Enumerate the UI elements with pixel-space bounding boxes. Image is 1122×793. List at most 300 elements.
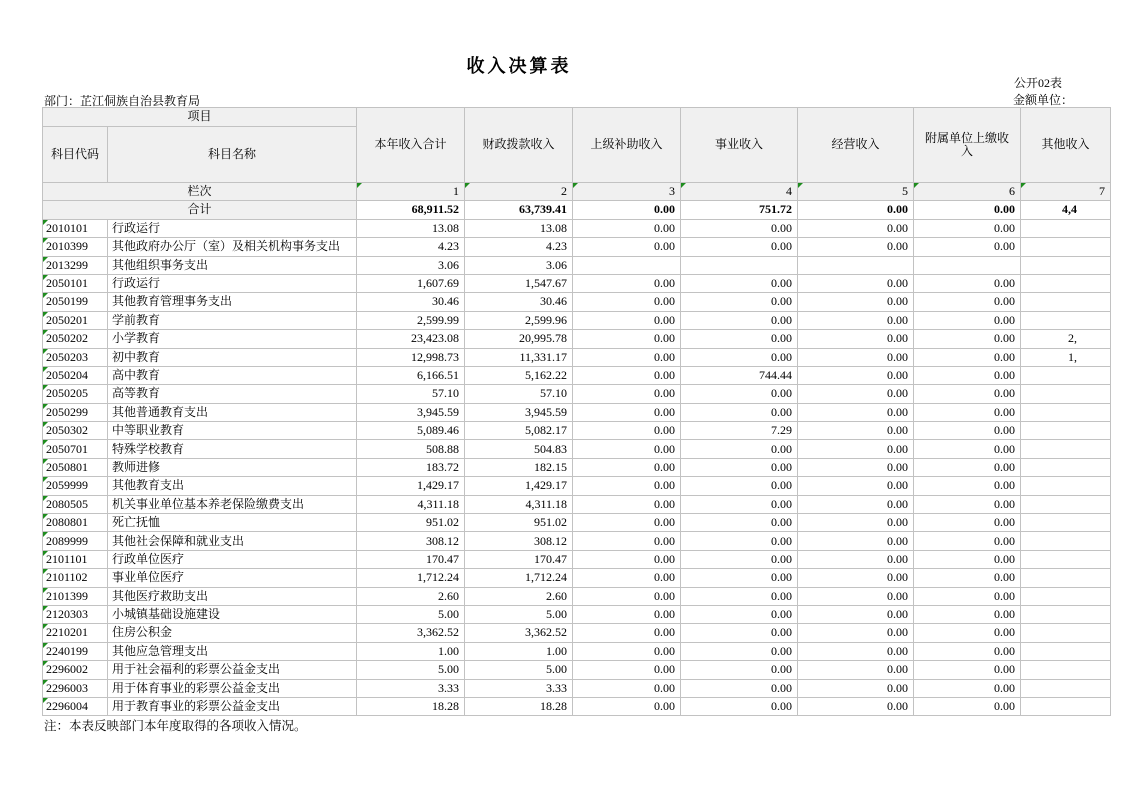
- header-subject-code: 科目代码: [43, 127, 108, 183]
- value-cell: 0.00: [914, 330, 1021, 348]
- comment-triangle-icon: [1021, 183, 1026, 188]
- value-cell: 0.00: [798, 330, 914, 348]
- comment-triangle-icon: [43, 440, 48, 445]
- comment-triangle-icon: [43, 477, 48, 482]
- value-cell: [1021, 238, 1111, 256]
- value-cell: 0.00: [914, 440, 1021, 458]
- value-cell: 0.00: [798, 422, 914, 440]
- income-statement-table: [42, 107, 1111, 716]
- value-cell: 508.88: [357, 440, 465, 458]
- value-cell: 0.00: [681, 311, 798, 329]
- value-cell: 0.00: [798, 569, 914, 587]
- table-row: [43, 293, 1111, 311]
- value-cell: 0.00: [681, 550, 798, 568]
- value-cell: 0.00: [573, 330, 681, 348]
- comment-triangle-icon: [43, 661, 48, 666]
- value-cell: 0.00: [914, 293, 1021, 311]
- value-cell: 308.12: [357, 532, 465, 550]
- footnote: 注：本表反映部门本年度取得的各项收入情况。: [44, 719, 307, 733]
- value-cell: 0.00: [798, 274, 914, 292]
- value-cell: [1021, 458, 1111, 476]
- value-cell: [1021, 697, 1111, 715]
- value-cell: 0.00: [798, 624, 914, 642]
- value-cell: 0.00: [681, 532, 798, 550]
- value-cell: 0.00: [798, 514, 914, 532]
- value-cell: [1021, 569, 1111, 587]
- value-cell: 183.72: [357, 458, 465, 476]
- value-cell: 5.00: [357, 661, 465, 679]
- comment-triangle-icon: [43, 293, 48, 298]
- subject-name-cell: 其他组织事务支出: [108, 256, 357, 274]
- value-cell: [681, 256, 798, 274]
- total-value-cell: 68,911.52: [357, 201, 465, 219]
- value-cell: 18.28: [357, 697, 465, 715]
- value-cell: [1021, 661, 1111, 679]
- subject-name-cell: 高中教育: [108, 366, 357, 384]
- value-cell: 5,089.46: [357, 422, 465, 440]
- subject-code-cell: 2050199: [43, 293, 108, 311]
- value-cell: 170.47: [465, 550, 573, 568]
- value-cell: 1,607.69: [357, 274, 465, 292]
- value-cell: 0.00: [914, 274, 1021, 292]
- subject-name-cell: 教师进修: [108, 458, 357, 476]
- value-cell: 0.00: [798, 550, 914, 568]
- value-cell: 0.00: [573, 293, 681, 311]
- comment-triangle-icon: [43, 367, 48, 372]
- value-cell: 5.00: [465, 661, 573, 679]
- value-cell: 0.00: [798, 440, 914, 458]
- value-cell: 0.00: [681, 642, 798, 660]
- value-cell: 0.00: [914, 587, 1021, 605]
- header-col-6: 附属单位上缴收入: [914, 108, 1021, 183]
- value-cell: 0.00: [573, 532, 681, 550]
- value-cell: 0.00: [798, 642, 914, 660]
- table-code-label: 公开02表: [1014, 76, 1063, 90]
- value-cell: 0.00: [681, 514, 798, 532]
- value-cell: 6,166.51: [357, 366, 465, 384]
- comment-triangle-icon: [43, 606, 48, 611]
- value-cell: 951.02: [465, 514, 573, 532]
- comment-triangle-icon: [43, 385, 48, 390]
- comment-triangle-icon: [43, 624, 48, 629]
- column-index-cell: 4: [681, 183, 798, 201]
- value-cell: 0.00: [798, 587, 914, 605]
- value-cell: 0.00: [681, 679, 798, 697]
- value-cell: 11,331.17: [465, 348, 573, 366]
- value-cell: 3,945.59: [465, 403, 573, 421]
- subject-name-cell: 中等职业教育: [108, 422, 357, 440]
- value-cell: 504.83: [465, 440, 573, 458]
- value-cell: [1021, 256, 1111, 274]
- subject-name-cell: 小城镇基础设施建设: [108, 605, 357, 623]
- value-cell: 0.00: [798, 219, 914, 237]
- value-cell: 3,945.59: [357, 403, 465, 421]
- subject-code-cell: 2050202: [43, 330, 108, 348]
- value-cell: 13.08: [465, 219, 573, 237]
- column-index-row: [43, 183, 1111, 201]
- table-row: [43, 330, 1111, 348]
- subject-name-cell: 特殊学校教育: [108, 440, 357, 458]
- value-cell: 0.00: [573, 311, 681, 329]
- subject-name-cell: 其他政府办公厅（室）及相关机构事务支出: [108, 238, 357, 256]
- value-cell: 0.00: [914, 311, 1021, 329]
- value-cell: 1,: [1021, 348, 1111, 366]
- value-cell: 0.00: [914, 385, 1021, 403]
- table-row: [43, 274, 1111, 292]
- value-cell: 0.00: [573, 679, 681, 697]
- subject-code-cell: 2050203: [43, 348, 108, 366]
- subject-code-cell: 2059999: [43, 477, 108, 495]
- value-cell: 0.00: [681, 495, 798, 513]
- value-cell: 1,712.24: [465, 569, 573, 587]
- table-row: [43, 605, 1111, 623]
- subject-code-cell: 2050204: [43, 366, 108, 384]
- value-cell: [1021, 642, 1111, 660]
- value-cell: 0.00: [914, 605, 1021, 623]
- value-cell: 5.00: [465, 605, 573, 623]
- value-cell: [1021, 440, 1111, 458]
- comment-triangle-icon: [43, 349, 48, 354]
- value-cell: 0.00: [914, 697, 1021, 715]
- comment-triangle-icon: [43, 569, 48, 574]
- comment-triangle-icon: [43, 330, 48, 335]
- header-col-1: 本年收入合计: [357, 108, 465, 183]
- department-label: 部门：芷江侗族自治县教育局: [44, 94, 201, 108]
- value-cell: 0.00: [681, 238, 798, 256]
- subject-code-cell: 2296002: [43, 661, 108, 679]
- comment-triangle-icon: [914, 183, 919, 188]
- table-row: [43, 403, 1111, 421]
- value-cell: [1021, 422, 1111, 440]
- table-row: [43, 311, 1111, 329]
- value-cell: 0.00: [914, 366, 1021, 384]
- value-cell: 13.08: [357, 219, 465, 237]
- value-cell: 0.00: [681, 348, 798, 366]
- comment-triangle-icon: [465, 183, 470, 188]
- value-cell: 57.10: [357, 385, 465, 403]
- value-cell: 0.00: [798, 403, 914, 421]
- comment-triangle-icon: [43, 588, 48, 593]
- subject-code-cell: 2050205: [43, 385, 108, 403]
- subject-code-cell: 2050201: [43, 311, 108, 329]
- value-cell: 0.00: [798, 366, 914, 384]
- comment-triangle-icon: [357, 183, 362, 188]
- table-row: [43, 366, 1111, 384]
- value-cell: [1021, 495, 1111, 513]
- value-cell: 1,712.24: [357, 569, 465, 587]
- value-cell: 7.29: [681, 422, 798, 440]
- value-cell: 0.00: [681, 587, 798, 605]
- value-cell: 0.00: [681, 403, 798, 421]
- subject-name-cell: 其他普通教育支出: [108, 403, 357, 421]
- value-cell: 0.00: [798, 679, 914, 697]
- value-cell: [1021, 532, 1111, 550]
- value-cell: 0.00: [573, 366, 681, 384]
- table-row: [43, 256, 1111, 274]
- value-cell: 1,429.17: [357, 477, 465, 495]
- value-cell: [1021, 514, 1111, 532]
- value-cell: 0.00: [573, 403, 681, 421]
- value-cell: 5,162.22: [465, 366, 573, 384]
- value-cell: 0.00: [573, 495, 681, 513]
- value-cell: 0.00: [798, 697, 914, 715]
- value-cell: 0.00: [798, 238, 914, 256]
- value-cell: 57.10: [465, 385, 573, 403]
- value-cell: 0.00: [573, 697, 681, 715]
- table-row: [43, 642, 1111, 660]
- subject-name-cell: 机关事业单位基本养老保险缴费支出: [108, 495, 357, 513]
- value-cell: 0.00: [573, 587, 681, 605]
- table-row: [43, 495, 1111, 513]
- total-value-cell: 0.00: [798, 201, 914, 219]
- value-cell: 170.47: [357, 550, 465, 568]
- value-cell: 0.00: [798, 605, 914, 623]
- value-cell: 0.00: [573, 661, 681, 679]
- comment-triangle-icon: [43, 680, 48, 685]
- value-cell: 5.00: [357, 605, 465, 623]
- table-row: [43, 422, 1111, 440]
- value-cell: 0.00: [914, 514, 1021, 532]
- value-cell: [1021, 587, 1111, 605]
- subject-name-cell: 行政单位医疗: [108, 550, 357, 568]
- value-cell: 0.00: [798, 385, 914, 403]
- value-cell: 0.00: [573, 440, 681, 458]
- table-row: [43, 219, 1111, 237]
- comment-triangle-icon: [43, 422, 48, 427]
- value-cell: [1021, 403, 1111, 421]
- value-cell: 0.00: [798, 495, 914, 513]
- value-cell: 0.00: [573, 477, 681, 495]
- subject-code-cell: 2296003: [43, 679, 108, 697]
- value-cell: 0.00: [914, 477, 1021, 495]
- comment-triangle-icon: [43, 643, 48, 648]
- subject-name-cell: 其他医疗救助支出: [108, 587, 357, 605]
- total-value-cell: 751.72: [681, 201, 798, 219]
- subject-name-cell: 用于教育事业的彩票公益金支出: [108, 697, 357, 715]
- value-cell: 308.12: [465, 532, 573, 550]
- header-col-4: 事业收入: [681, 108, 798, 183]
- value-cell: 2,: [1021, 330, 1111, 348]
- subject-name-cell: 住房公积金: [108, 624, 357, 642]
- value-cell: 1.00: [465, 642, 573, 660]
- comment-triangle-icon: [43, 275, 48, 280]
- value-cell: 30.46: [465, 293, 573, 311]
- comment-triangle-icon: [573, 183, 578, 188]
- header-col-7: 其他收入: [1021, 108, 1111, 183]
- table-row: [43, 458, 1111, 476]
- value-cell: 0.00: [573, 624, 681, 642]
- subject-code-cell: 2080505: [43, 495, 108, 513]
- value-cell: 4,311.18: [465, 495, 573, 513]
- value-cell: [1021, 385, 1111, 403]
- value-cell: 20,995.78: [465, 330, 573, 348]
- value-cell: 0.00: [798, 311, 914, 329]
- total-label: 合计: [43, 201, 357, 219]
- table-row: [43, 550, 1111, 568]
- value-cell: 0.00: [914, 348, 1021, 366]
- value-cell: 182.15: [465, 458, 573, 476]
- value-cell: 0.00: [798, 532, 914, 550]
- table-row: [43, 587, 1111, 605]
- value-cell: 0.00: [914, 624, 1021, 642]
- subject-code-cell: 2050302: [43, 422, 108, 440]
- value-cell: 23,423.08: [357, 330, 465, 348]
- subject-code-cell: 2210201: [43, 624, 108, 642]
- value-cell: 0.00: [914, 679, 1021, 697]
- subject-code-cell: 2050801: [43, 458, 108, 476]
- value-cell: 0.00: [681, 274, 798, 292]
- subject-code-cell: 2010399: [43, 238, 108, 256]
- total-value-cell: 63,739.41: [465, 201, 573, 219]
- header-project: 项目: [43, 108, 357, 127]
- value-cell: 0.00: [681, 458, 798, 476]
- value-cell: 0.00: [681, 477, 798, 495]
- value-cell: 5,082.17: [465, 422, 573, 440]
- subject-name-cell: 其他教育支出: [108, 477, 357, 495]
- subject-code-cell: 2050299: [43, 403, 108, 421]
- table-row: [43, 532, 1111, 550]
- value-cell: 0.00: [573, 569, 681, 587]
- value-cell: [1021, 605, 1111, 623]
- value-cell: 0.00: [798, 661, 914, 679]
- value-cell: 0.00: [573, 550, 681, 568]
- value-cell: 0.00: [573, 605, 681, 623]
- subject-code-cell: 2089999: [43, 532, 108, 550]
- value-cell: 3,362.52: [465, 624, 573, 642]
- comment-triangle-icon: [43, 238, 48, 243]
- subject-code-cell: 2240199: [43, 642, 108, 660]
- column-index-cell: 3: [573, 183, 681, 201]
- value-cell: 0.00: [573, 274, 681, 292]
- table-row: [43, 679, 1111, 697]
- value-cell: 744.44: [681, 366, 798, 384]
- subject-code-cell: 2050701: [43, 440, 108, 458]
- subject-name-cell: 其他社会保障和就业支出: [108, 532, 357, 550]
- value-cell: 3,362.52: [357, 624, 465, 642]
- value-cell: 1.00: [357, 642, 465, 660]
- total-value-cell: 4,4: [1021, 201, 1111, 219]
- column-index-cell: 2: [465, 183, 573, 201]
- total-value-cell: 0.00: [914, 201, 1021, 219]
- subject-code-cell: 2101102: [43, 569, 108, 587]
- value-cell: 951.02: [357, 514, 465, 532]
- value-cell: 0.00: [798, 293, 914, 311]
- value-cell: 0.00: [914, 219, 1021, 237]
- value-cell: 4,311.18: [357, 495, 465, 513]
- value-cell: 3.33: [357, 679, 465, 697]
- comment-triangle-icon: [43, 514, 48, 519]
- value-cell: 0.00: [914, 495, 1021, 513]
- value-cell: 18.28: [465, 697, 573, 715]
- comment-triangle-icon: [43, 496, 48, 501]
- column-index-cell: 1: [357, 183, 465, 201]
- table-row: [43, 661, 1111, 679]
- value-cell: 0.00: [681, 569, 798, 587]
- value-cell: 0.00: [573, 514, 681, 532]
- value-cell: 30.46: [357, 293, 465, 311]
- value-cell: [1021, 366, 1111, 384]
- value-cell: 0.00: [681, 697, 798, 715]
- value-cell: 0.00: [681, 219, 798, 237]
- value-cell: 2,599.99: [357, 311, 465, 329]
- value-cell: [1021, 679, 1111, 697]
- subject-name-cell: 行政运行: [108, 219, 357, 237]
- column-index-cell: 5: [798, 183, 914, 201]
- value-cell: 0.00: [681, 440, 798, 458]
- value-cell: 1,429.17: [465, 477, 573, 495]
- value-cell: [798, 256, 914, 274]
- subject-name-cell: 事业单位医疗: [108, 569, 357, 587]
- value-cell: 0.00: [798, 458, 914, 476]
- value-cell: [1021, 624, 1111, 642]
- value-cell: 0.00: [914, 642, 1021, 660]
- header-subject-name: 科目名称: [108, 127, 357, 183]
- comment-triangle-icon: [43, 532, 48, 537]
- value-cell: 4.23: [357, 238, 465, 256]
- value-cell: [1021, 293, 1111, 311]
- header-row-project: [43, 108, 1111, 127]
- subject-name-cell: 初中教育: [108, 348, 357, 366]
- value-cell: 0.00: [573, 422, 681, 440]
- value-cell: 0.00: [914, 661, 1021, 679]
- value-cell: 2.60: [357, 587, 465, 605]
- value-cell: 0.00: [681, 330, 798, 348]
- subject-name-cell: 用于社会福利的彩票公益金支出: [108, 661, 357, 679]
- comment-triangle-icon: [798, 183, 803, 188]
- comment-triangle-icon: [43, 220, 48, 225]
- subject-name-cell: 小学教育: [108, 330, 357, 348]
- subject-name-cell: 学前教育: [108, 311, 357, 329]
- subject-code-cell: 2101101: [43, 550, 108, 568]
- value-cell: 0.00: [681, 661, 798, 679]
- value-cell: 0.00: [914, 422, 1021, 440]
- lanci-label: 栏次: [43, 183, 357, 201]
- value-cell: [1021, 477, 1111, 495]
- table-row: [43, 569, 1111, 587]
- table-row: [43, 238, 1111, 256]
- subject-name-cell: 高等教育: [108, 385, 357, 403]
- header-col-5: 经营收入: [798, 108, 914, 183]
- subject-name-cell: 用于体育事业的彩票公益金支出: [108, 679, 357, 697]
- value-cell: 3.06: [465, 256, 573, 274]
- value-cell: 2.60: [465, 587, 573, 605]
- value-cell: 2,599.96: [465, 311, 573, 329]
- table-row: [43, 440, 1111, 458]
- comment-triangle-icon: [43, 312, 48, 317]
- value-cell: [1021, 311, 1111, 329]
- table-row: [43, 385, 1111, 403]
- value-cell: 0.00: [914, 238, 1021, 256]
- table-row: [43, 514, 1111, 532]
- subject-code-cell: 2013299: [43, 256, 108, 274]
- total-value-cell: 0.00: [573, 201, 681, 219]
- value-cell: 0.00: [798, 477, 914, 495]
- table-row: [43, 697, 1111, 715]
- table-row: [43, 348, 1111, 366]
- header-col-3: 上级补助收入: [573, 108, 681, 183]
- comment-triangle-icon: [43, 551, 48, 556]
- subject-name-cell: 死亡抚恤: [108, 514, 357, 532]
- subject-code-cell: 2101399: [43, 587, 108, 605]
- subject-name-cell: 行政运行: [108, 274, 357, 292]
- amount-unit-label: 金额单位：: [1013, 93, 1074, 107]
- subject-code-cell: 2296004: [43, 697, 108, 715]
- comment-triangle-icon: [43, 459, 48, 464]
- value-cell: 0.00: [914, 458, 1021, 476]
- value-cell: 3.06: [357, 256, 465, 274]
- value-cell: 0.00: [914, 403, 1021, 421]
- value-cell: 4.23: [465, 238, 573, 256]
